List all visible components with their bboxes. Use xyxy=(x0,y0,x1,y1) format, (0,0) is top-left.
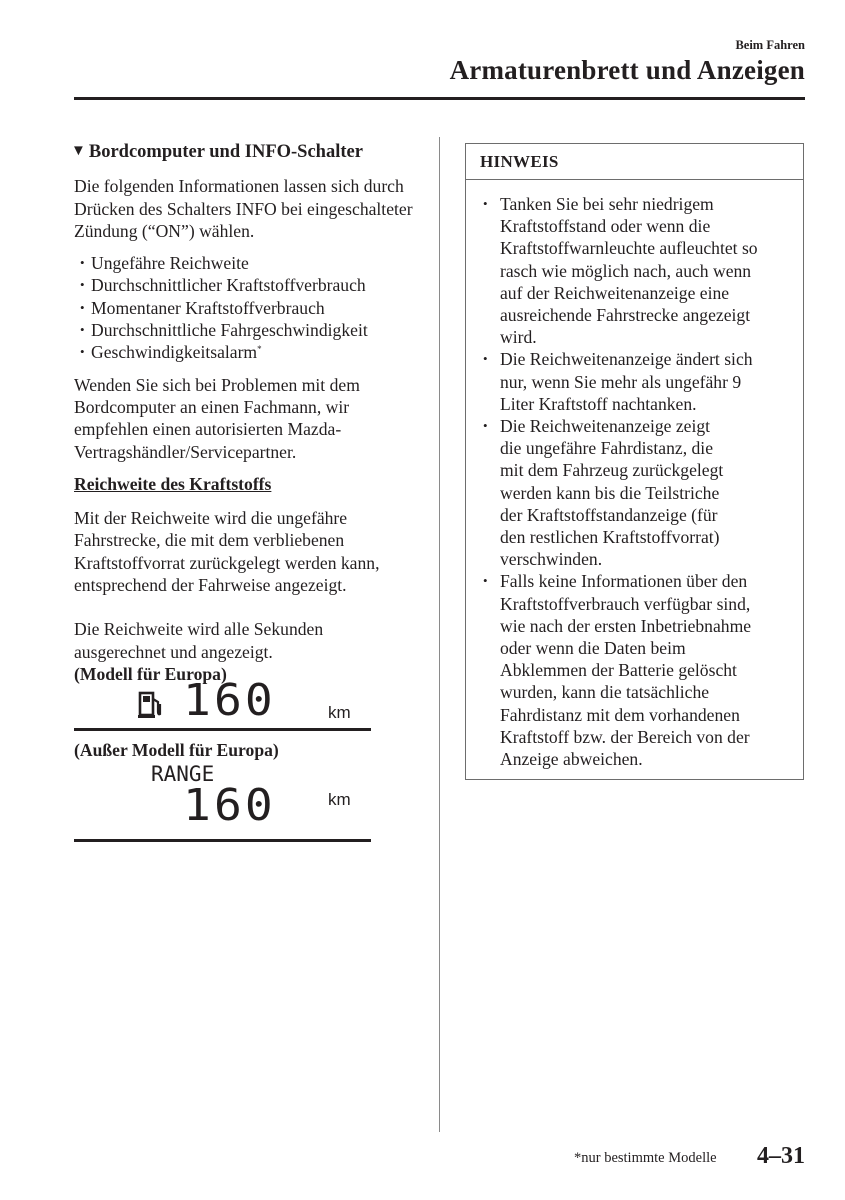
update-paragraph: Die Reichweite wird alle Sekunden ausgerechnet und angezeigt. xyxy=(74,619,324,662)
subheading: Reichweite des Kraftstoffs xyxy=(74,473,272,494)
footnote: *nur bestimmte Modelle xyxy=(574,1150,717,1166)
column-divider xyxy=(439,137,440,1132)
note-title: HINWEIS xyxy=(466,144,803,180)
list-item: • Ungefähre Reichweite xyxy=(74,252,414,274)
range-value: 160 xyxy=(183,779,276,831)
list-item: • Durchschnittliche Fahrgeschwindigkeit xyxy=(74,319,414,341)
section-heading xyxy=(71,141,414,163)
model-other-label: (Außer Modell für Europa) xyxy=(74,740,279,761)
note-box xyxy=(465,143,804,780)
display-other xyxy=(74,762,371,842)
intro-paragraph: Die folgenden Informationen lassen sich durch Drücken des Schalters INFO bei eingeschalteter Zündung (“ON”) wählen. xyxy=(74,176,413,241)
header-rule xyxy=(74,97,805,100)
list-item: • Geschwindigkeitsalarm* xyxy=(74,341,414,363)
service-paragraph: Wenden Sie sich bei Problemen mit dem Bordcomputer an einen Fachmann, wir empfehlen einen autorisierten Mazda-Vertragshändler/Servicepartner. xyxy=(74,374,360,462)
range-value: 160 xyxy=(183,675,276,727)
display-europe xyxy=(74,675,371,731)
list-item: • Momentaner Kraftstoffverbrauch xyxy=(74,297,414,319)
page-number: 4–31 xyxy=(757,1143,805,1169)
display-underline xyxy=(74,728,371,731)
left-column xyxy=(71,141,414,842)
range-paragraph: Mit der Reichweite wird die ungefähre Fahrstrecke, die mit dem verbliebenen Kraftstoffvorrat zurückgelegt werden kann, entsprechend der Fahrweise angezeigt. xyxy=(74,508,380,596)
note-list xyxy=(466,180,803,770)
footnote-mark: * xyxy=(257,344,262,355)
section-heading-text: Bordcomputer und INFO-Schalter xyxy=(88,142,363,162)
info-list xyxy=(74,252,414,363)
list-item: • Durchschnittlicher Kraftstoffverbrauch xyxy=(74,274,414,296)
range-unit: km xyxy=(328,703,351,723)
fuel-pump-icon xyxy=(138,691,163,718)
note-item: • Falls keine Informationen über den Kraftstoffverbrauch verfügbar sind, wie nach der ersten Inbetriebnahme oder wenn die Daten beim Abklemmen der Batterie gelöscht wurden, kann die tatsächliche Fahrdistanz mit dem vorhandenen Kraftstoff bzw. der Bereich von der Anzeige abweichen. xyxy=(466,570,803,770)
note-item: • Die Reichweitenanzeige zeigt die ungefähre Fahrdistanz, die mit dem Fahrzeug zurückgelegt werden kann bis die Teilstriche der Kraftstoffstandanzeige (für den restlichen Kraftstoffvorrat) verschwinden. xyxy=(466,415,803,570)
model-europe-label: (Modell für Europa) xyxy=(74,663,227,684)
page-title: Armaturenbrett und Anzeigen xyxy=(449,55,805,85)
note-item: • Tanken Sie bei sehr niedrigem Kraftstoffstand oder wenn die Kraftstoffwarnleuchte aufleuchtet so rasch wie möglich nach, auch wenn auf der Reichweitenanzeige eine ausreichende Fahrstrecke angezeigt wird. xyxy=(466,193,803,348)
triangle-marker-icon: ▼ xyxy=(71,143,86,159)
display-underline xyxy=(74,839,371,842)
section-label: Beim Fahren xyxy=(735,38,805,52)
note-item: • Die Reichweitenanzeige ändert sich nur, wenn Sie mehr als ungefähr 9 Liter Kraftstoff nachtanken. xyxy=(466,348,803,415)
range-unit: km xyxy=(328,789,351,809)
range-caption: RANGE xyxy=(151,761,215,786)
